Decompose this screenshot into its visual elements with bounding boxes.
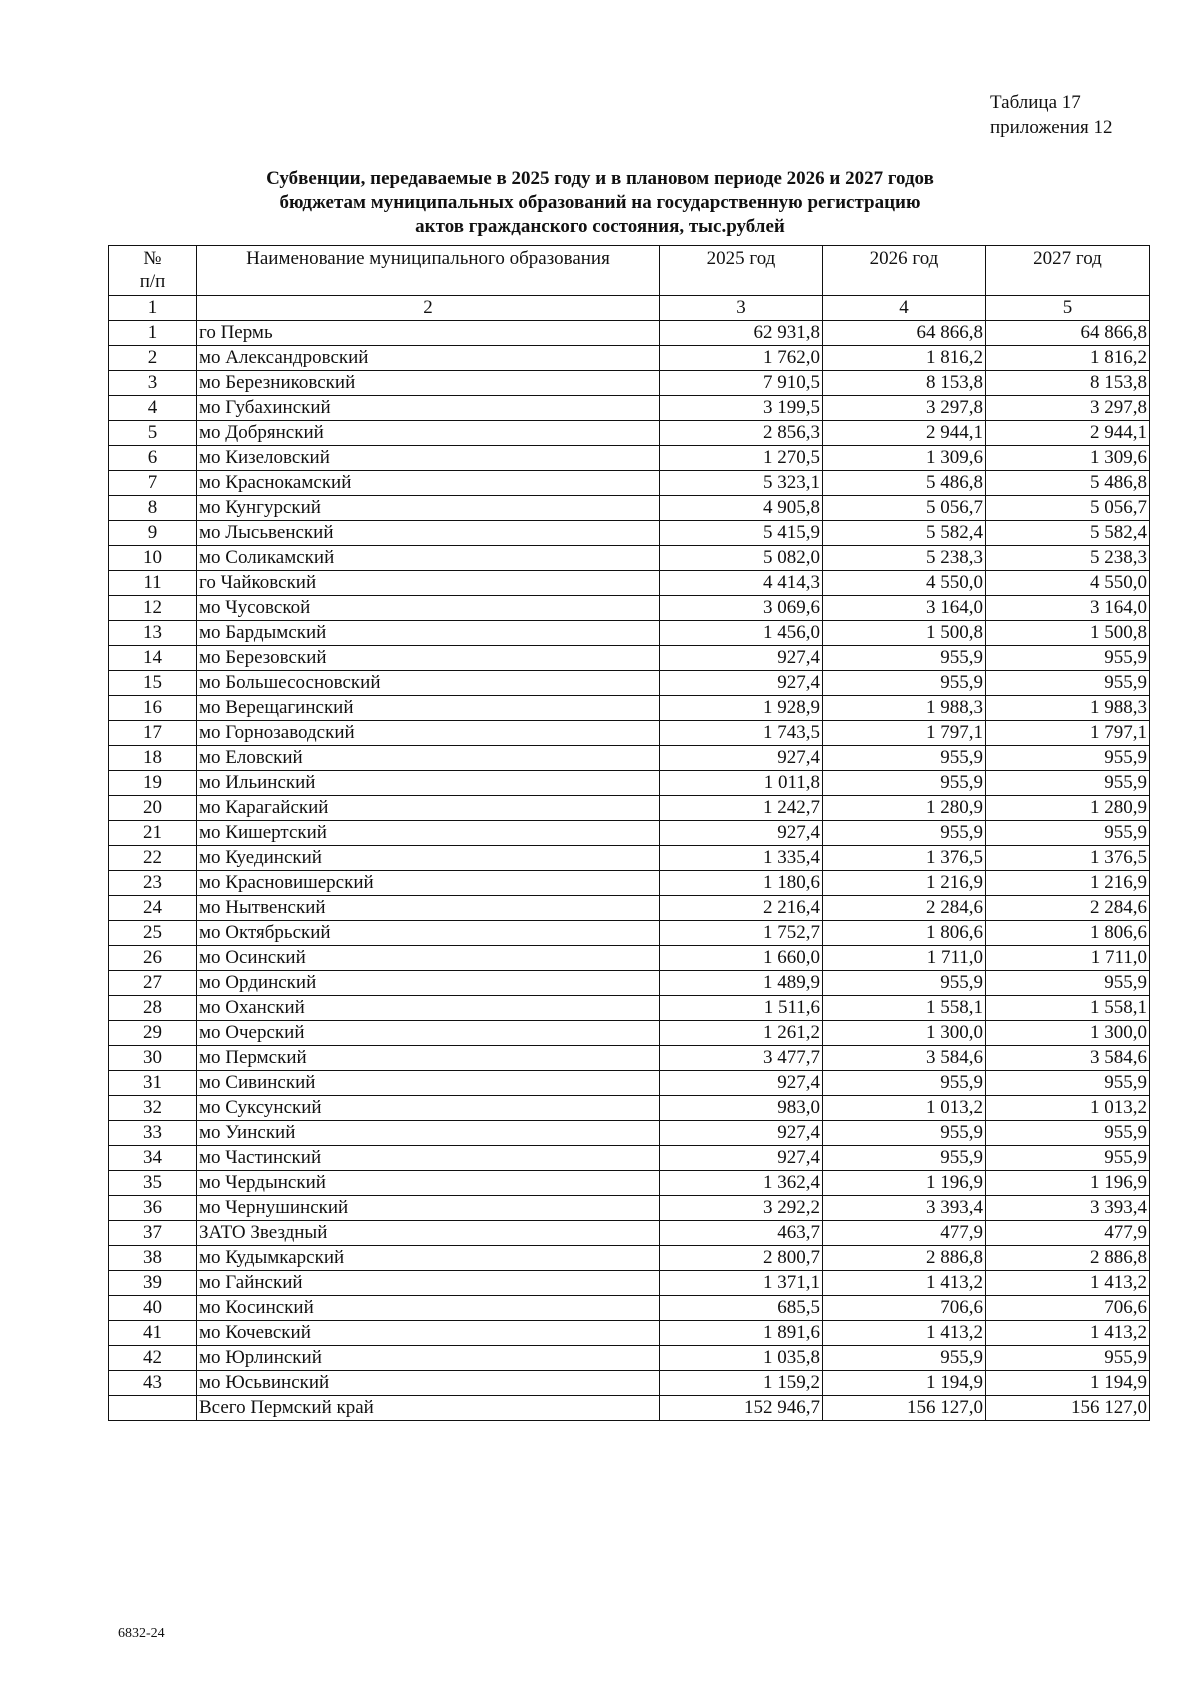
municipality-name: мо Куединский bbox=[197, 846, 660, 871]
row-number: 34 bbox=[109, 1146, 197, 1171]
column-number-row bbox=[109, 296, 1150, 321]
row-number: 13 bbox=[109, 621, 197, 646]
value-2026: 5 056,7 bbox=[823, 496, 986, 521]
value-2027: 1 376,5 bbox=[986, 846, 1150, 871]
row-number: 20 bbox=[109, 796, 197, 821]
document-title bbox=[150, 167, 1050, 239]
value-2026: 1 309,6 bbox=[823, 446, 986, 471]
row-number: 11 bbox=[109, 571, 197, 596]
value-2026: 1 196,9 bbox=[823, 1171, 986, 1196]
value-2026: 1 806,6 bbox=[823, 921, 986, 946]
value-2025: 1 743,5 bbox=[660, 721, 823, 746]
row-number: 14 bbox=[109, 646, 197, 671]
table-row bbox=[109, 571, 1150, 596]
value-2027: 2 886,8 bbox=[986, 1246, 1150, 1271]
value-2027: 5 056,7 bbox=[986, 496, 1150, 521]
table-row bbox=[109, 821, 1150, 846]
row-number: 22 bbox=[109, 846, 197, 871]
table-row bbox=[109, 321, 1150, 346]
municipality-name: мо Красновишерский bbox=[197, 871, 660, 896]
municipality-name: мо Александровский bbox=[197, 346, 660, 371]
column-number: 2 bbox=[197, 296, 660, 321]
value-2026: 1 558,1 bbox=[823, 996, 986, 1021]
table-row bbox=[109, 496, 1150, 521]
value-2026: 955,9 bbox=[823, 1346, 986, 1371]
total-2025: 152 946,7 bbox=[660, 1396, 823, 1421]
row-number: 18 bbox=[109, 746, 197, 771]
value-2027: 1 500,8 bbox=[986, 621, 1150, 646]
table-row bbox=[109, 1046, 1150, 1071]
value-2027: 2 944,1 bbox=[986, 421, 1150, 446]
table-row bbox=[109, 396, 1150, 421]
municipality-name: мо Чердынский bbox=[197, 1171, 660, 1196]
value-2026: 3 393,4 bbox=[823, 1196, 986, 1221]
table-row bbox=[109, 721, 1150, 746]
municipality-name: мо Октябрьский bbox=[197, 921, 660, 946]
value-2025: 1 891,6 bbox=[660, 1321, 823, 1346]
value-2026: 1 797,1 bbox=[823, 721, 986, 746]
value-2026: 955,9 bbox=[823, 971, 986, 996]
value-2025: 927,4 bbox=[660, 671, 823, 696]
row-number: 16 bbox=[109, 696, 197, 721]
row-number: 39 bbox=[109, 1271, 197, 1296]
value-2025: 7 910,5 bbox=[660, 371, 823, 396]
municipality-name: мо Кочевский bbox=[197, 1321, 660, 1346]
row-number: 35 bbox=[109, 1171, 197, 1196]
municipality-name: мо Оханский bbox=[197, 996, 660, 1021]
table-row bbox=[109, 1021, 1150, 1046]
table-row bbox=[109, 1271, 1150, 1296]
value-2026: 477,9 bbox=[823, 1221, 986, 1246]
value-2025: 4 905,8 bbox=[660, 496, 823, 521]
row-number: 24 bbox=[109, 896, 197, 921]
municipality-name: мо Сивинский bbox=[197, 1071, 660, 1096]
value-2025: 927,4 bbox=[660, 821, 823, 846]
municipality-name: мо Еловский bbox=[197, 746, 660, 771]
value-2026: 955,9 bbox=[823, 646, 986, 671]
value-2025: 2 800,7 bbox=[660, 1246, 823, 1271]
table-row bbox=[109, 621, 1150, 646]
value-2025: 1 011,8 bbox=[660, 771, 823, 796]
column-number: 4 bbox=[823, 296, 986, 321]
value-2027: 1 196,9 bbox=[986, 1171, 1150, 1196]
value-2026: 5 238,3 bbox=[823, 546, 986, 571]
value-2027: 1 194,9 bbox=[986, 1371, 1150, 1396]
value-2027: 3 584,6 bbox=[986, 1046, 1150, 1071]
municipality-name: мо Карагайский bbox=[197, 796, 660, 821]
row-number: 7 bbox=[109, 471, 197, 496]
value-2027: 955,9 bbox=[986, 821, 1150, 846]
column-header-2027: 2027 год bbox=[986, 246, 1150, 296]
municipality-name: мо Березовский bbox=[197, 646, 660, 671]
value-2025: 1 456,0 bbox=[660, 621, 823, 646]
column-header-number-line2: п/п bbox=[139, 271, 166, 292]
table-number: Таблица 17 bbox=[990, 92, 1081, 113]
value-2026: 5 582,4 bbox=[823, 521, 986, 546]
value-2026: 1 988,3 bbox=[823, 696, 986, 721]
table-row bbox=[109, 1146, 1150, 1171]
value-2026: 3 297,8 bbox=[823, 396, 986, 421]
column-header-2026: 2026 год bbox=[823, 246, 986, 296]
total-2026: 156 127,0 bbox=[823, 1396, 986, 1421]
value-2027: 5 582,4 bbox=[986, 521, 1150, 546]
row-number: 41 bbox=[109, 1321, 197, 1346]
municipality-name: мо Частинский bbox=[197, 1146, 660, 1171]
table-row bbox=[109, 671, 1150, 696]
value-2025: 1 928,9 bbox=[660, 696, 823, 721]
row-number: 32 bbox=[109, 1096, 197, 1121]
municipality-name: мо Пермский bbox=[197, 1046, 660, 1071]
row-number: 6 bbox=[109, 446, 197, 471]
value-2027: 1 558,1 bbox=[986, 996, 1150, 1021]
table-row bbox=[109, 521, 1150, 546]
value-2027: 955,9 bbox=[986, 646, 1150, 671]
value-2027: 1 013,2 bbox=[986, 1096, 1150, 1121]
value-2027: 955,9 bbox=[986, 671, 1150, 696]
row-number: 38 bbox=[109, 1246, 197, 1271]
value-2025: 5 323,1 bbox=[660, 471, 823, 496]
value-2026: 955,9 bbox=[823, 1071, 986, 1096]
municipality-name: мо Краснокамский bbox=[197, 471, 660, 496]
table-row bbox=[109, 1346, 1150, 1371]
total-2027: 156 127,0 bbox=[986, 1396, 1150, 1421]
value-2026: 955,9 bbox=[823, 821, 986, 846]
table-row bbox=[109, 796, 1150, 821]
row-number: 42 bbox=[109, 1346, 197, 1371]
table-row bbox=[109, 1221, 1150, 1246]
value-2027: 1 816,2 bbox=[986, 346, 1150, 371]
value-2027: 1 309,6 bbox=[986, 446, 1150, 471]
total-number-cell bbox=[109, 1396, 197, 1421]
value-2025: 1 752,7 bbox=[660, 921, 823, 946]
row-number: 33 bbox=[109, 1121, 197, 1146]
municipality-name: мо Бардымский bbox=[197, 621, 660, 646]
row-number: 36 bbox=[109, 1196, 197, 1221]
value-2026: 706,6 bbox=[823, 1296, 986, 1321]
table-row bbox=[109, 646, 1150, 671]
value-2027: 1 413,2 bbox=[986, 1271, 1150, 1296]
value-2027: 955,9 bbox=[986, 746, 1150, 771]
municipality-name: мо Ординский bbox=[197, 971, 660, 996]
row-number: 1 bbox=[109, 321, 197, 346]
municipality-name: мо Соликамский bbox=[197, 546, 660, 571]
value-2026: 955,9 bbox=[823, 746, 986, 771]
value-2026: 1 711,0 bbox=[823, 946, 986, 971]
appendix-reference bbox=[990, 90, 1112, 140]
value-2026: 1 376,5 bbox=[823, 846, 986, 871]
municipality-name: мо Верещагинский bbox=[197, 696, 660, 721]
value-2027: 955,9 bbox=[986, 771, 1150, 796]
subventions-table bbox=[108, 245, 1150, 1421]
value-2025: 1 660,0 bbox=[660, 946, 823, 971]
table-row bbox=[109, 371, 1150, 396]
value-2025: 927,4 bbox=[660, 1121, 823, 1146]
value-2025: 1 242,7 bbox=[660, 796, 823, 821]
value-2027: 955,9 bbox=[986, 971, 1150, 996]
row-number: 30 bbox=[109, 1046, 197, 1071]
value-2025: 1 270,5 bbox=[660, 446, 823, 471]
municipality-name: мо Чернушинский bbox=[197, 1196, 660, 1221]
row-number: 31 bbox=[109, 1071, 197, 1096]
value-2026: 955,9 bbox=[823, 1146, 986, 1171]
value-2026: 1 816,2 bbox=[823, 346, 986, 371]
table-row bbox=[109, 421, 1150, 446]
value-2026: 955,9 bbox=[823, 771, 986, 796]
value-2026: 1 300,0 bbox=[823, 1021, 986, 1046]
municipality-name: мо Гайнский bbox=[197, 1271, 660, 1296]
table-row bbox=[109, 471, 1150, 496]
value-2025: 685,5 bbox=[660, 1296, 823, 1321]
title-line-1: Субвенции, передаваемые в 2025 году и в плановом периоде 2026 и 2027 годов bbox=[266, 168, 934, 189]
row-number: 27 bbox=[109, 971, 197, 996]
table-row bbox=[109, 546, 1150, 571]
value-2025: 3 199,5 bbox=[660, 396, 823, 421]
row-number: 28 bbox=[109, 996, 197, 1021]
value-2026: 64 866,8 bbox=[823, 321, 986, 346]
row-number: 43 bbox=[109, 1371, 197, 1396]
municipality-name: мо Суксунский bbox=[197, 1096, 660, 1121]
table-row bbox=[109, 846, 1150, 871]
value-2026: 3 164,0 bbox=[823, 596, 986, 621]
row-number: 8 bbox=[109, 496, 197, 521]
municipality-name: мо Чусовской bbox=[197, 596, 660, 621]
value-2026: 5 486,8 bbox=[823, 471, 986, 496]
municipality-name: мо Юрлинский bbox=[197, 1346, 660, 1371]
municipality-name: мо Кизеловский bbox=[197, 446, 660, 471]
municipality-name: мо Уинский bbox=[197, 1121, 660, 1146]
value-2027: 1 806,6 bbox=[986, 921, 1150, 946]
value-2027: 64 866,8 bbox=[986, 321, 1150, 346]
municipality-name: мо Кишертский bbox=[197, 821, 660, 846]
table-row bbox=[109, 1246, 1150, 1271]
value-2026: 4 550,0 bbox=[823, 571, 986, 596]
value-2025: 927,4 bbox=[660, 1146, 823, 1171]
municipality-name: мо Очерский bbox=[197, 1021, 660, 1046]
row-number: 21 bbox=[109, 821, 197, 846]
row-number: 29 bbox=[109, 1021, 197, 1046]
value-2027: 2 284,6 bbox=[986, 896, 1150, 921]
table-row bbox=[109, 921, 1150, 946]
value-2027: 1 797,1 bbox=[986, 721, 1150, 746]
value-2027: 1 216,9 bbox=[986, 871, 1150, 896]
municipality-name: мо Большесосновский bbox=[197, 671, 660, 696]
value-2027: 8 153,8 bbox=[986, 371, 1150, 396]
value-2026: 955,9 bbox=[823, 1121, 986, 1146]
value-2027: 1 988,3 bbox=[986, 696, 1150, 721]
value-2025: 2 856,3 bbox=[660, 421, 823, 446]
value-2026: 1 013,2 bbox=[823, 1096, 986, 1121]
municipality-name: мо Нытвенский bbox=[197, 896, 660, 921]
value-2025: 3 069,6 bbox=[660, 596, 823, 621]
value-2027: 955,9 bbox=[986, 1071, 1150, 1096]
value-2027: 477,9 bbox=[986, 1221, 1150, 1246]
value-2025: 2 216,4 bbox=[660, 896, 823, 921]
municipality-name: мо Березниковский bbox=[197, 371, 660, 396]
value-2025: 3 477,7 bbox=[660, 1046, 823, 1071]
municipality-name: мо Горнозаводский bbox=[197, 721, 660, 746]
table-row bbox=[109, 871, 1150, 896]
municipality-name: ЗАТО Звездный bbox=[197, 1221, 660, 1246]
value-2027: 955,9 bbox=[986, 1346, 1150, 1371]
table-row bbox=[109, 1121, 1150, 1146]
row-number: 10 bbox=[109, 546, 197, 571]
row-number: 26 bbox=[109, 946, 197, 971]
value-2027: 1 300,0 bbox=[986, 1021, 1150, 1046]
table-row bbox=[109, 896, 1150, 921]
row-number: 9 bbox=[109, 521, 197, 546]
total-label: Всего Пермский край bbox=[197, 1396, 660, 1421]
table-row bbox=[109, 1296, 1150, 1321]
row-number: 37 bbox=[109, 1221, 197, 1246]
value-2025: 1 035,8 bbox=[660, 1346, 823, 1371]
value-2027: 1 413,2 bbox=[986, 1321, 1150, 1346]
column-number: 1 bbox=[109, 296, 197, 321]
municipality-name: мо Ильинский bbox=[197, 771, 660, 796]
table-row bbox=[109, 971, 1150, 996]
document-code: 6832-24 bbox=[118, 1626, 165, 1641]
value-2027: 3 164,0 bbox=[986, 596, 1150, 621]
value-2026: 2 944,1 bbox=[823, 421, 986, 446]
value-2027: 5 486,8 bbox=[986, 471, 1150, 496]
value-2026: 1 216,9 bbox=[823, 871, 986, 896]
municipality-name: мо Добрянский bbox=[197, 421, 660, 446]
municipality-name: го Пермь bbox=[197, 321, 660, 346]
table-row bbox=[109, 746, 1150, 771]
table-row bbox=[109, 696, 1150, 721]
row-number: 25 bbox=[109, 921, 197, 946]
value-2025: 62 931,8 bbox=[660, 321, 823, 346]
value-2026: 1 500,8 bbox=[823, 621, 986, 646]
row-number: 4 bbox=[109, 396, 197, 421]
value-2025: 1 159,2 bbox=[660, 1371, 823, 1396]
title-line-2: бюджетам муниципальных образований на государственную регистрацию bbox=[279, 192, 921, 213]
row-number: 15 bbox=[109, 671, 197, 696]
table-row bbox=[109, 1071, 1150, 1096]
row-number: 2 bbox=[109, 346, 197, 371]
column-header-number-line1: № bbox=[143, 248, 162, 269]
value-2025: 1 335,4 bbox=[660, 846, 823, 871]
municipality-name: мо Кудымкарский bbox=[197, 1246, 660, 1271]
value-2026: 2 886,8 bbox=[823, 1246, 986, 1271]
column-header-number bbox=[109, 246, 197, 296]
row-number: 3 bbox=[109, 371, 197, 396]
table-row bbox=[109, 1321, 1150, 1346]
value-2025: 1 362,4 bbox=[660, 1171, 823, 1196]
value-2027: 1 711,0 bbox=[986, 946, 1150, 971]
value-2027: 706,6 bbox=[986, 1296, 1150, 1321]
value-2027: 955,9 bbox=[986, 1146, 1150, 1171]
table-row bbox=[109, 346, 1150, 371]
value-2025: 1 261,2 bbox=[660, 1021, 823, 1046]
title-line-3: актов гражданского состояния, тыс.рублей bbox=[415, 216, 785, 237]
table-row bbox=[109, 1171, 1150, 1196]
value-2026: 955,9 bbox=[823, 671, 986, 696]
value-2025: 1 489,9 bbox=[660, 971, 823, 996]
municipality-name: го Чайковский bbox=[197, 571, 660, 596]
table-row bbox=[109, 996, 1150, 1021]
municipality-name: мо Губахинский bbox=[197, 396, 660, 421]
value-2026: 3 584,6 bbox=[823, 1046, 986, 1071]
row-number: 23 bbox=[109, 871, 197, 896]
table-row bbox=[109, 446, 1150, 471]
value-2025: 4 414,3 bbox=[660, 571, 823, 596]
table-row bbox=[109, 1371, 1150, 1396]
row-number: 17 bbox=[109, 721, 197, 746]
value-2025: 5 082,0 bbox=[660, 546, 823, 571]
table-body bbox=[109, 321, 1150, 1396]
table-row bbox=[109, 771, 1150, 796]
value-2027: 5 238,3 bbox=[986, 546, 1150, 571]
table-row bbox=[109, 1196, 1150, 1221]
table-header-row bbox=[109, 246, 1150, 296]
column-number: 5 bbox=[986, 296, 1150, 321]
value-2026: 1 413,2 bbox=[823, 1271, 986, 1296]
value-2025: 463,7 bbox=[660, 1221, 823, 1246]
municipality-name: мо Кунгурский bbox=[197, 496, 660, 521]
value-2027: 955,9 bbox=[986, 1121, 1150, 1146]
value-2027: 1 280,9 bbox=[986, 796, 1150, 821]
municipality-name: мо Косинский bbox=[197, 1296, 660, 1321]
column-header-name: Наименование муниципального образования bbox=[197, 246, 660, 296]
value-2025: 927,4 bbox=[660, 746, 823, 771]
value-2027: 4 550,0 bbox=[986, 571, 1150, 596]
table-row bbox=[109, 946, 1150, 971]
row-number: 19 bbox=[109, 771, 197, 796]
value-2025: 1 511,6 bbox=[660, 996, 823, 1021]
value-2026: 8 153,8 bbox=[823, 371, 986, 396]
value-2025: 1 371,1 bbox=[660, 1271, 823, 1296]
value-2026: 2 284,6 bbox=[823, 896, 986, 921]
value-2025: 5 415,9 bbox=[660, 521, 823, 546]
value-2025: 983,0 bbox=[660, 1096, 823, 1121]
value-2027: 3 297,8 bbox=[986, 396, 1150, 421]
row-number: 12 bbox=[109, 596, 197, 621]
value-2025: 927,4 bbox=[660, 646, 823, 671]
column-number: 3 bbox=[660, 296, 823, 321]
value-2025: 1 180,6 bbox=[660, 871, 823, 896]
municipality-name: мо Лысьвенский bbox=[197, 521, 660, 546]
column-header-2025: 2025 год bbox=[660, 246, 823, 296]
value-2025: 927,4 bbox=[660, 1071, 823, 1096]
table-row bbox=[109, 1096, 1150, 1121]
value-2027: 3 393,4 bbox=[986, 1196, 1150, 1221]
table-row bbox=[109, 596, 1150, 621]
municipality-name: мо Юсьвинский bbox=[197, 1371, 660, 1396]
municipality-name: мо Осинский bbox=[197, 946, 660, 971]
total-row bbox=[109, 1396, 1150, 1421]
row-number: 40 bbox=[109, 1296, 197, 1321]
value-2026: 1 280,9 bbox=[823, 796, 986, 821]
value-2026: 1 194,9 bbox=[823, 1371, 986, 1396]
value-2025: 3 292,2 bbox=[660, 1196, 823, 1221]
value-2025: 1 762,0 bbox=[660, 346, 823, 371]
appendix-number: приложения 12 bbox=[990, 117, 1113, 138]
row-number: 5 bbox=[109, 421, 197, 446]
value-2026: 1 413,2 bbox=[823, 1321, 986, 1346]
